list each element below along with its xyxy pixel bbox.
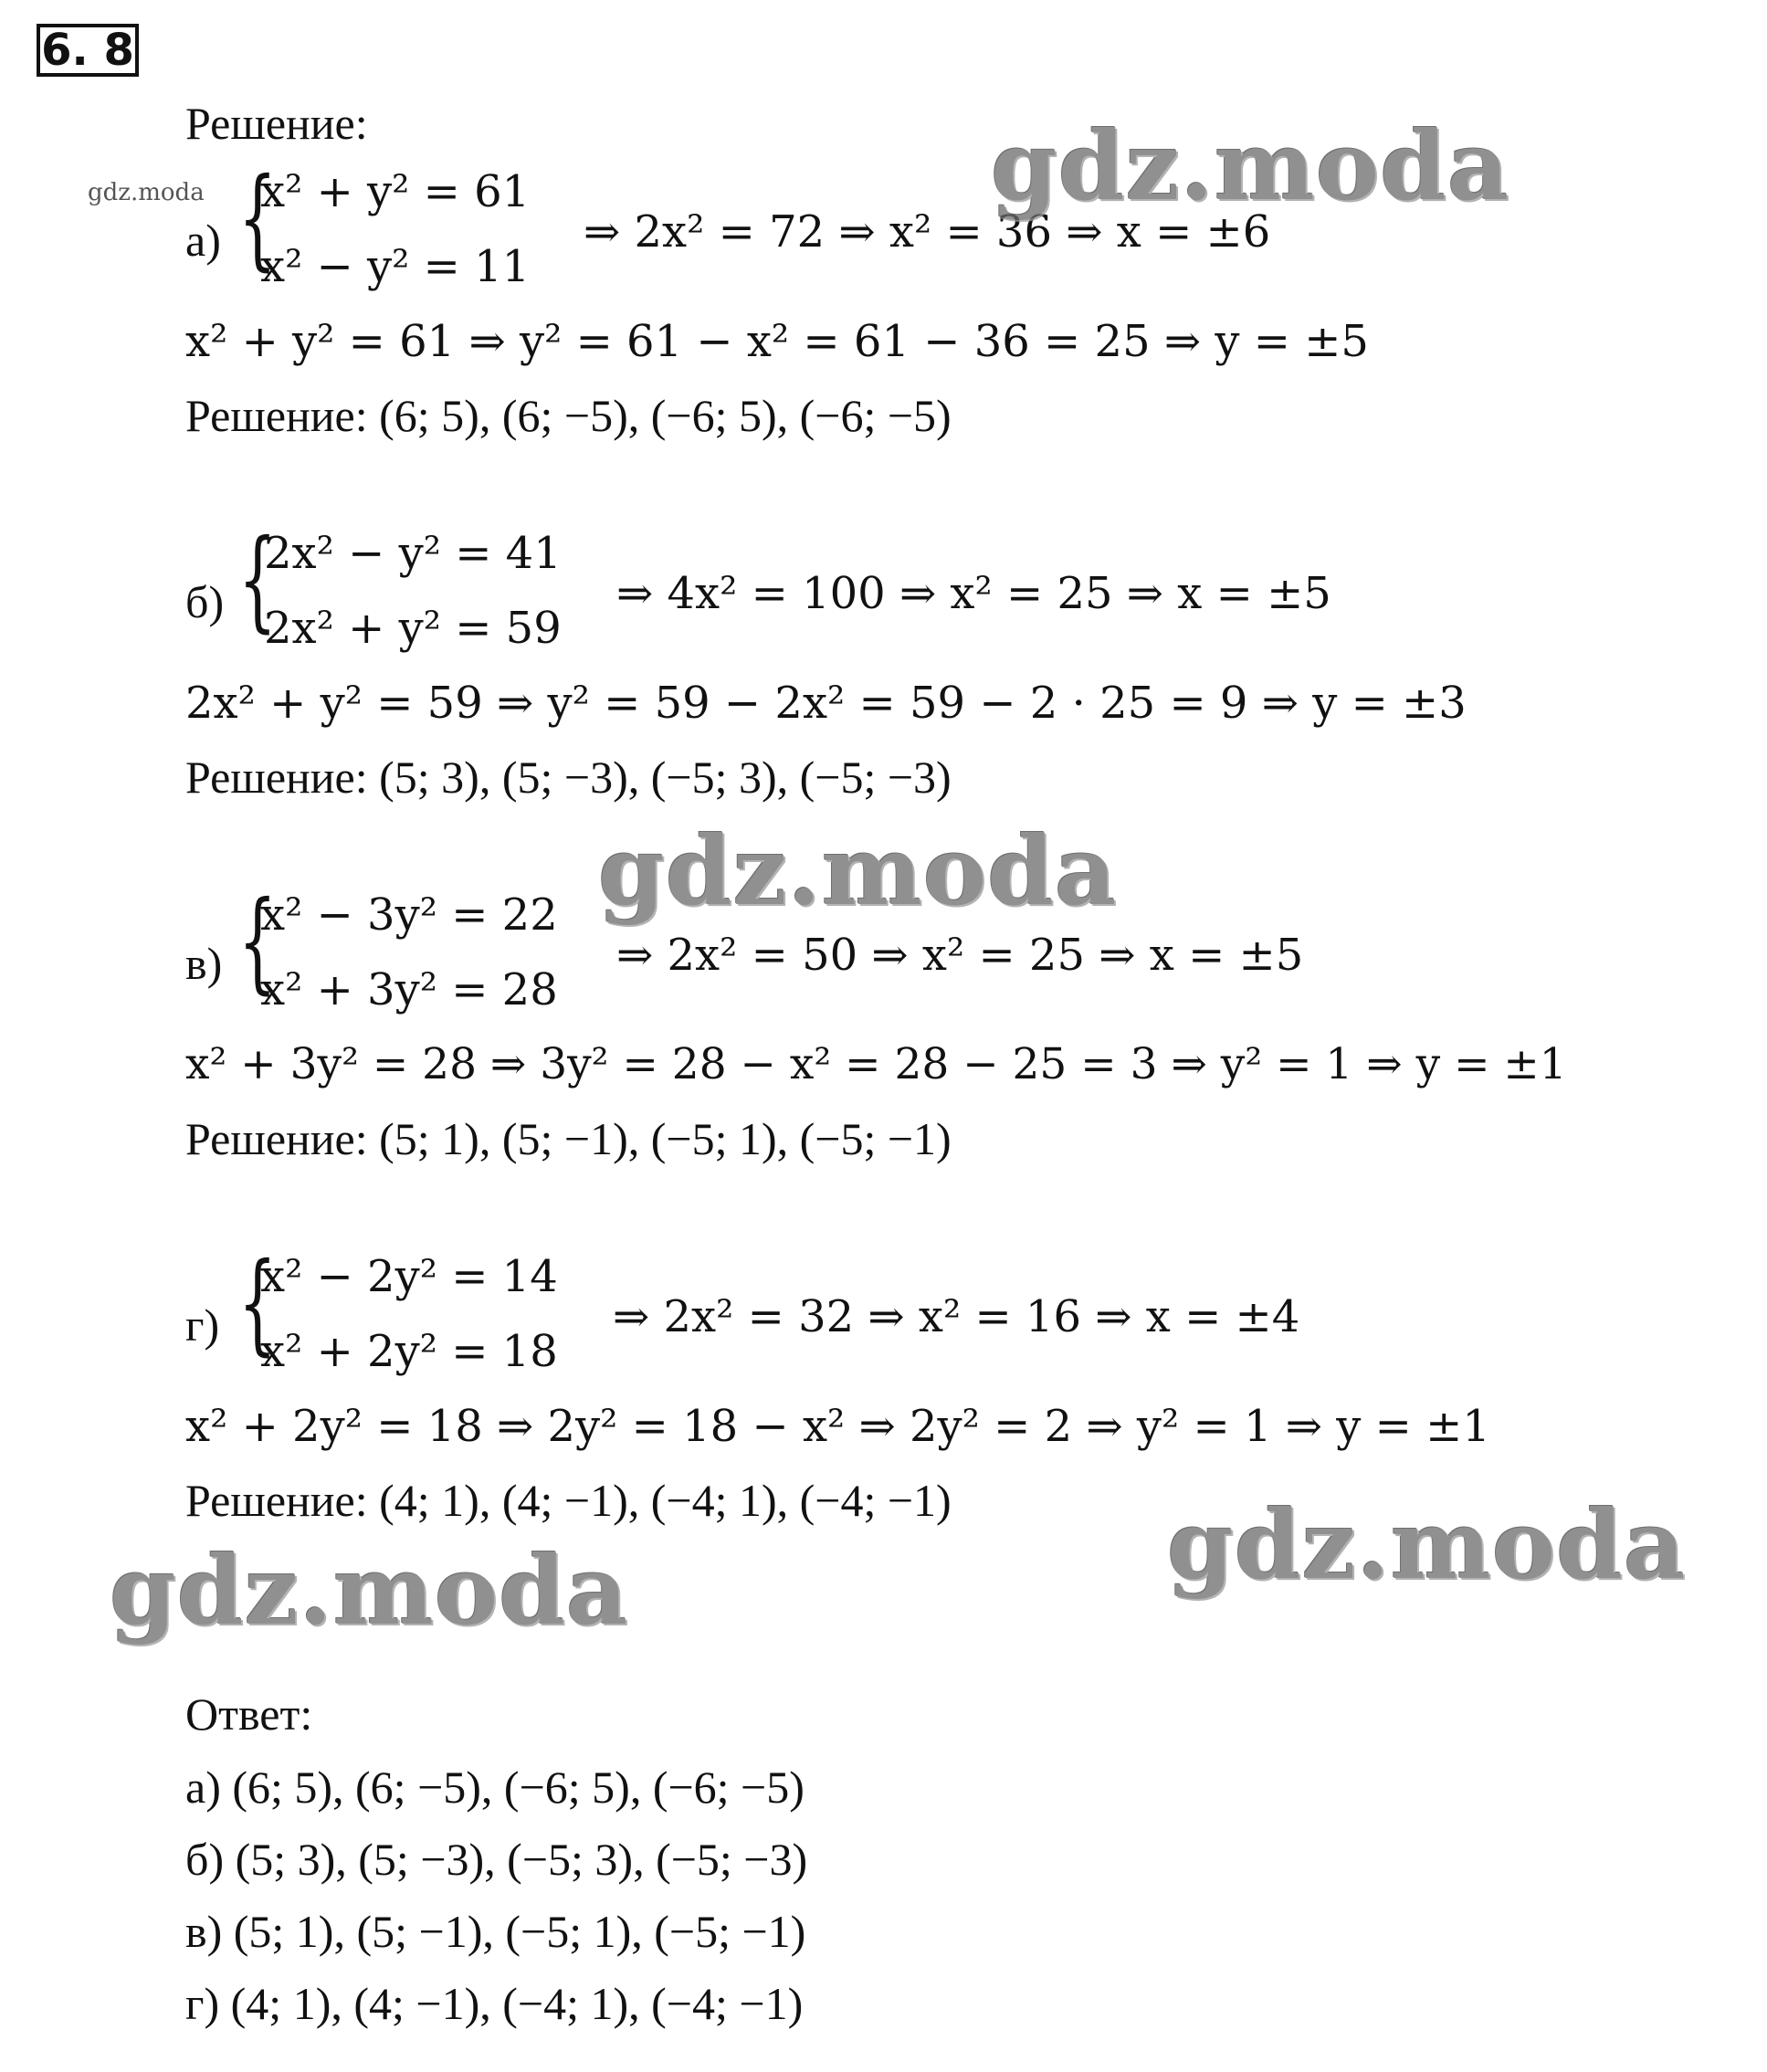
part-label-v: в) [185,938,223,989]
eq2-a: x² − y² = 11 [260,241,531,292]
part-label-g: г) [185,1299,220,1351]
line2-b: 2x² + y² = 59 ⇒ y² = 59 − 2x² = 59 − 2 · 25 = 9 ⇒ y = ±3 [185,678,1467,729]
answer-line-b: б) (5; 3), (5; −3), (−5; 3), (−5; −3) [185,1834,808,1885]
solution-a: Решение: (6; 5), (6; −5), (−6; 5), (−6; −5) [185,390,952,441]
result-g: ⇒ 2x² = 32 ⇒ x² = 16 ⇒ x = ±4 [613,1291,1300,1342]
brace-a: { [238,155,277,282]
solution-b: Решение: (5; 3), (5; −3), (−5; 3), (−5; −3) [185,752,952,803]
watermark-large-3: gdz.moda [1167,1488,1687,1601]
part-label-b: б) [185,576,225,627]
answer-line-g: г) (4; 1), (4; −1), (−4; 1), (−4; −1) [185,1978,804,2029]
part-label-a: а) [185,215,221,266]
eq1-g: x² − 2y² = 14 [260,1251,558,1302]
brace-g: { [238,1240,277,1367]
eq2-b: 2x² + y² = 59 [264,603,562,654]
answer-line-a: а) (6; 5), (6; −5), (−6; 5), (−6; −5) [185,1762,805,1813]
brace-v: { [238,878,277,1005]
watermark-small: gdz.moda [88,179,205,206]
line2-v: x² + 3y² = 28 ⇒ 3y² = 28 − x² = 28 − 25 = 3 ⇒ y² = 1 ⇒ y = ±1 [185,1039,1567,1089]
eq1-v: x² − 3y² = 22 [260,889,558,941]
watermark-large-1: gdz.moda [991,110,1510,222]
solution-heading: Решение: [185,98,368,149]
eq2-v: x² + 3y² = 28 [260,964,558,1015]
watermark-large-2: gdz.moda [598,815,1118,927]
eq1-b: 2x² − y² = 41 [264,528,562,579]
answer-line-v: в) (5; 1), (5; −1), (−5; 1), (−5; −1) [185,1906,806,1957]
result-a: ⇒ 2x² = 72 ⇒ x² = 36 ⇒ x = ±6 [584,206,1271,258]
line2-g: x² + 2y² = 18 ⇒ 2y² = 18 − x² ⇒ 2y² = 2 ⇒ y² = 1 ⇒ y = ±1 [185,1401,1490,1452]
watermark-large-4: gdz.moda [110,1534,629,1646]
eq2-g: x² + 2y² = 18 [260,1326,558,1377]
solution-v: Решение: (5; 1), (5; −1), (−5; 1), (−5; −1) [185,1113,952,1164]
brace-b: { [238,517,277,644]
solution-g: Решение: (4; 1), (4; −1), (−4; 1), (−4; −1) [185,1475,952,1526]
problem-number: 6. 8 [37,24,139,77]
eq1-a: x² + y² = 61 [260,166,531,217]
result-v: ⇒ 2x² = 50 ⇒ x² = 25 ⇒ x = ±5 [616,930,1304,981]
answer-heading: Ответ: [185,1688,313,1740]
line2-a: x² + y² = 61 ⇒ y² = 61 − x² = 61 − 36 = 25 ⇒ y = ±5 [185,316,1369,367]
result-b: ⇒ 4x² = 100 ⇒ x² = 25 ⇒ x = ±5 [616,568,1331,619]
